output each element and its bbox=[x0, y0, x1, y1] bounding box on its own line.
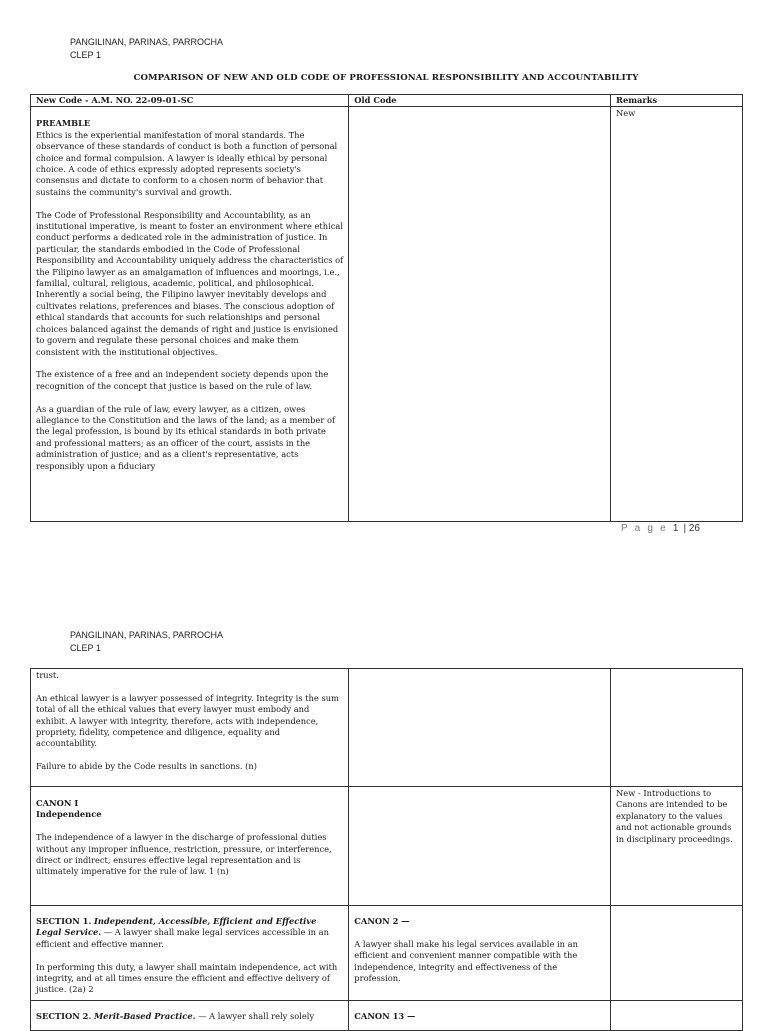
new-code-cell bbox=[31, 107, 349, 522]
table-row bbox=[31, 107, 743, 522]
old-canon-heading: CANON 2 — bbox=[354, 916, 410, 926]
comparison-table-page2 bbox=[30, 668, 743, 1031]
page-current: 1 bbox=[672, 523, 679, 534]
section-text: — A lawyer shall make legal services accessible in an efficient and effective manner. bbox=[36, 927, 329, 949]
table-row bbox=[31, 669, 743, 787]
old-canon-heading: CANON 13 — bbox=[354, 1011, 416, 1021]
column-header-remarks: Remarks bbox=[611, 95, 743, 107]
document-title: COMPARISON OF NEW AND OLD CODE OF PROFESSIONAL RESPONSIBILITY AND ACCOUNTABILITY bbox=[133, 73, 639, 83]
old-code-cell bbox=[349, 787, 611, 906]
table-row bbox=[31, 787, 743, 906]
preamble-paragraph: Ethics is the experiential manifestation of moral standards. The observance of these standards of conduct is both a function of personal choice and formal compulsion. A lawyer is ideally ethical by personal choice. A code of ethics expressly adopted represents society's consensus and dictate to conform to a chosen norm of behavior that sustains the community's survival and growth. bbox=[36, 129, 338, 197]
section-text: — A lawyer shall rely solely bbox=[195, 1011, 315, 1021]
new-code-cell bbox=[31, 906, 349, 1001]
new-code-cell bbox=[31, 1001, 349, 1031]
new-code-cell bbox=[31, 669, 349, 787]
table-row bbox=[31, 1001, 743, 1031]
remarks-cell bbox=[611, 669, 743, 787]
course-code: CLEP 1 bbox=[70, 50, 101, 60]
paragraph: An ethical lawyer is a lawyer possessed of integrity. Integrity is the sum total of all the ethical values that every lawyer must embody and exhibit. A lawyer with integrity, therefore, acts with independence, propriety, fidelity, competence and diligence, equality and accountability. bbox=[36, 692, 339, 749]
old-canon-text: A lawyer shall make his legal services available in an efficient and convenient manner compatible with the independence, integrity and effectiveness of the profession. bbox=[354, 938, 578, 984]
author-names: PANGILINAN, PARINAS, PARROCHA bbox=[70, 37, 224, 47]
course-code: CLEP 1 bbox=[70, 643, 101, 653]
old-code-cell bbox=[349, 1001, 611, 1031]
new-code-cell bbox=[31, 787, 349, 906]
page-total: | 26 bbox=[683, 523, 700, 534]
comparison-table-page1 bbox=[30, 94, 743, 522]
preamble-paragraph: The Code of Professional Responsibility and Accountability, as an institutional imperative, is meant to foster an environment where ethical conduct performs a dedicated role in the administration of justice. In particular, the standards embodied in the Code of Professional Responsibility and Accountability uniquely address the characteristics of the Filipino lawyer as an amalgamation of influences and moorings, i.e., familial, cultural, religious, academic, political, and philosophical. Inherently a social being, the Filipino lawyer inevitably develops and cultivates relations, preferences and biases. The conscious adoption of ethical standards that accounts for such relationships and personal choices balanced against the demands of right and justice is envisioned to govern and regulate these personal choices and make them consistent with the institutional objectives. bbox=[36, 209, 344, 357]
section-label: SECTION 2. bbox=[36, 1011, 92, 1021]
remarks-cell: New - Introductions to Canons are intended to be explanatory to the values and not actionable grounds in disciplinary proceedings. bbox=[611, 787, 743, 906]
column-header-old-code: Old Code bbox=[349, 95, 611, 107]
author-names: PANGILINAN, PARINAS, PARROCHA bbox=[70, 630, 224, 640]
column-header-new-code: New Code - A.M. NO. 22-09-01-SC bbox=[31, 95, 349, 107]
document-header-page2 bbox=[70, 629, 223, 655]
table-header-row bbox=[31, 95, 743, 107]
section-text-2: In performing this duty, a lawyer shall maintain independence, act with integrity, and at all times ensure the efficient and effective delivery of justice. (2a) 2 bbox=[36, 961, 338, 995]
page-number bbox=[621, 523, 700, 534]
paragraph: trust. bbox=[36, 670, 59, 680]
canon-subheading: Independence bbox=[36, 809, 102, 820]
section-label: SECTION 1. bbox=[36, 916, 92, 926]
section-1 bbox=[36, 916, 343, 950]
section-title: Independent, Accessible, Efficient and Effective Legal Service. bbox=[36, 916, 317, 938]
old-code-cell bbox=[349, 906, 611, 1001]
page-label: P a g e bbox=[621, 523, 668, 534]
remarks-cell bbox=[611, 906, 743, 1001]
old-code-cell bbox=[349, 107, 611, 522]
preamble-paragraph: As a guardian of the rule of law, every lawyer, as a citizen, owes allegiance to the Constitution and the laws of the land; as a member of the legal profession, is bound by its ethical standards in both private and professional matters; as an officer of the court, assists in the administration of justice; and as a client's representative, acts responsibly upon a fiduciary bbox=[36, 403, 336, 471]
canon-text: The independence of a lawyer in the discharge of professional duties without any improper influence, restriction, pressure, or interference, direct or indirect, ensures effective legal representation and is ultimately imperative for the rule of law. 1 (n) bbox=[36, 832, 332, 877]
section-title: Merit-Based Practice. bbox=[93, 1011, 196, 1021]
old-code-cell bbox=[349, 669, 611, 787]
preamble-heading: PREAMBLE bbox=[36, 118, 91, 129]
remarks-cell: New bbox=[611, 107, 743, 522]
paragraph: Failure to abide by the Code results in sanctions. (n) bbox=[36, 761, 257, 772]
document-header bbox=[70, 36, 223, 62]
canon-heading: CANON I bbox=[36, 798, 79, 808]
remarks-cell bbox=[611, 1001, 743, 1031]
preamble-paragraph: The existence of a free and an independent society depends upon the recognition of the concept that justice is based on the rule of law. bbox=[36, 369, 329, 391]
table-row bbox=[31, 906, 743, 1001]
